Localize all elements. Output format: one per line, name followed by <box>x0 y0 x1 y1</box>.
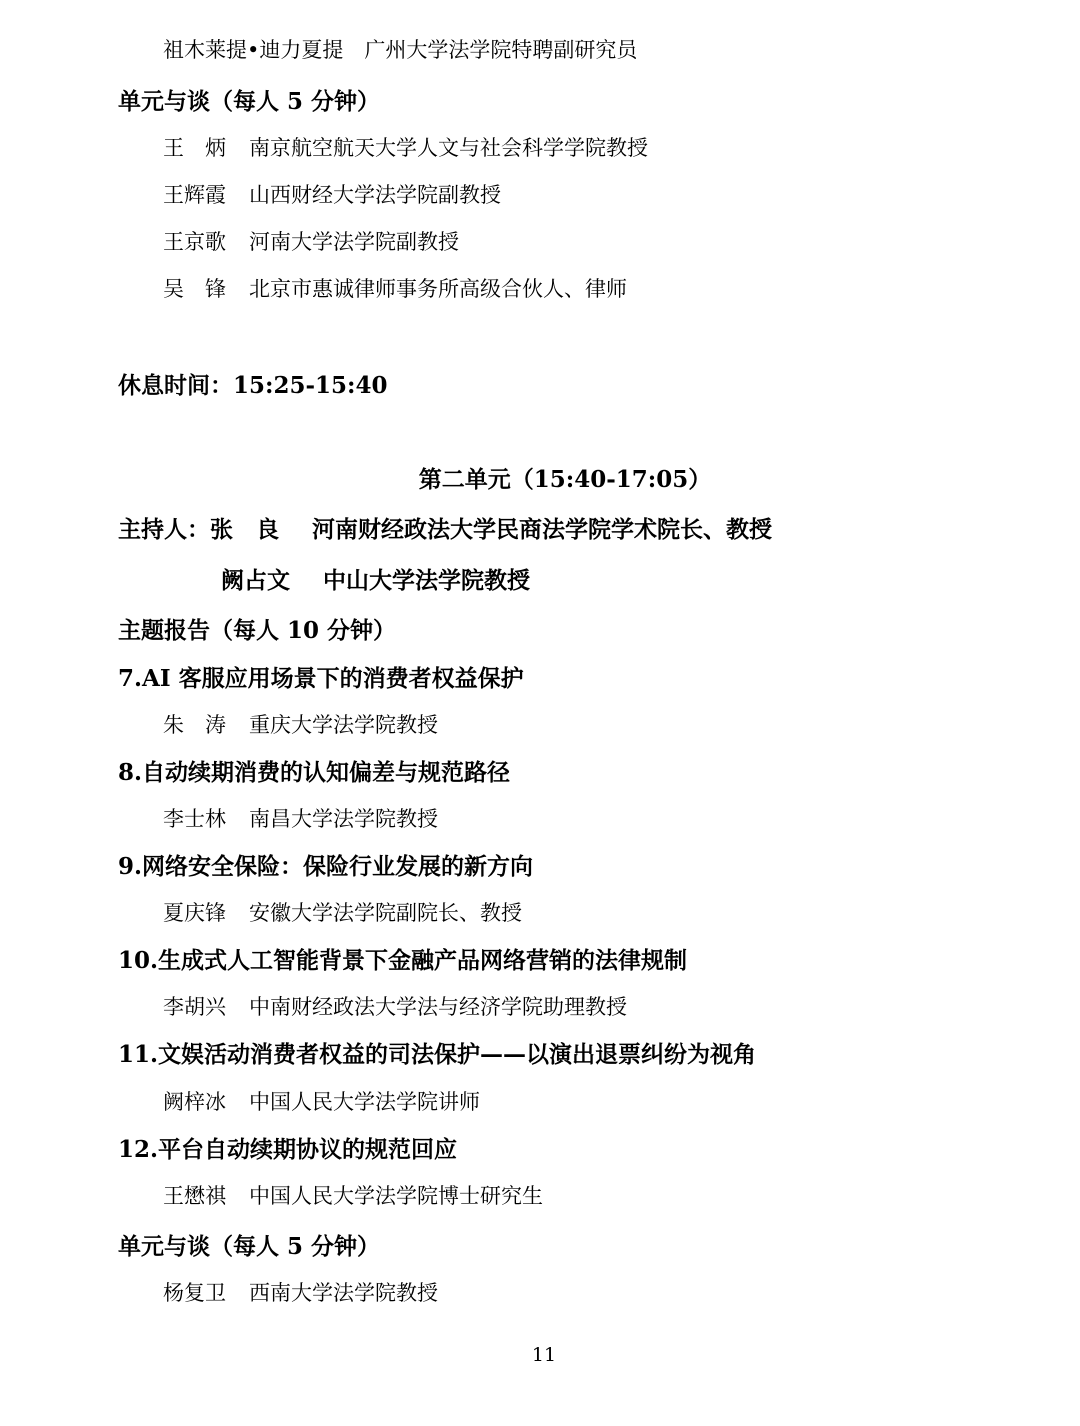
discussant-name: 王 炳 <box>163 136 226 160</box>
discussant-line <box>163 273 627 303</box>
host-line <box>118 511 772 544</box>
discussant-name: 吴 锋 <box>163 277 226 301</box>
speaker-line <box>163 1180 543 1210</box>
speaker-name: 朱 涛 <box>163 713 226 737</box>
host-line <box>221 562 530 595</box>
discussant-affiliation: 南京航空航天大学人文与社会科学学院教授 <box>249 136 648 160</box>
speaker-affiliation: 安徽大学法学院副院长、教授 <box>249 901 522 925</box>
speaker-name: 李胡兴 <box>163 995 226 1019</box>
talk-title: 9.网络安全保险：保险行业发展的新方向 <box>118 853 534 880</box>
host-name: 阙占文 <box>221 567 290 594</box>
talk-title: 12.平台自动续期协议的规范回应 <box>118 1136 458 1163</box>
talk-title: 8.自动续期消费的认知偏差与规范路径 <box>118 759 511 786</box>
discussant-name: 王辉霞 <box>163 183 226 207</box>
speaker-name: 李士林 <box>163 807 226 831</box>
speaker-line <box>163 34 637 64</box>
talk-title: 7.AI 客服应用场景下的消费者权益保护 <box>118 665 524 692</box>
discussant-line <box>163 1277 438 1307</box>
discussant-affiliation: 河南大学法学院副教授 <box>249 230 459 254</box>
discussant-name: 王京歌 <box>163 230 226 254</box>
host-name: 张 良 <box>210 516 279 543</box>
discussant-line <box>163 179 501 209</box>
speaker-line <box>163 1086 480 1116</box>
discussant-line <box>163 226 459 256</box>
speaker-affiliation: 中国人民大学法学院博士研究生 <box>249 1184 543 1208</box>
host-label: 主持人： <box>118 516 210 543</box>
discussant-affiliation: 山西财经大学法学院副教授 <box>249 183 501 207</box>
speaker-name: 阙梓冰 <box>163 1090 226 1114</box>
talk-title: 10.生成式人工智能背景下金融产品网络营销的法律规制 <box>118 947 688 974</box>
speaker-name: 夏庆锋 <box>163 901 226 925</box>
discussant-line <box>163 132 648 162</box>
speaker-affiliation: 南昌大学法学院教授 <box>249 807 438 831</box>
speaker-line <box>163 709 438 739</box>
discussant-affiliation: 西南大学法学院教授 <box>249 1281 438 1305</box>
speaker-affiliation: 重庆大学法学院教授 <box>249 713 438 737</box>
speaker-name: 祖木莱提•迪力夏提 <box>163 38 344 62</box>
speaker-line <box>163 991 627 1021</box>
talk-title: 11.文娱活动消费者权益的司法保护——以演出退票纠纷为视角 <box>118 1041 757 1068</box>
page-number: 11 <box>531 1344 557 1366</box>
speaker-affiliation: 中国人民大学法学院讲师 <box>249 1090 480 1114</box>
discussion-header: 单元与谈（每人 5 分钟） <box>118 88 381 115</box>
host-affiliation: 河南财经政法大学民商法学院学术院长、教授 <box>312 516 772 543</box>
discussant-affiliation: 北京市惠诚律师事务所高级合伙人、律师 <box>249 277 627 301</box>
speaker-name: 王懋祺 <box>163 1184 226 1208</box>
unit-title: 第二单元（15:40-17:05） <box>418 466 712 493</box>
speaker-line <box>163 897 522 927</box>
speaker-line <box>163 803 438 833</box>
speaker-affiliation: 中南财经政法大学法与经济学院助理教授 <box>249 995 627 1019</box>
discussion-header: 单元与谈（每人 5 分钟） <box>118 1233 381 1260</box>
discussant-name: 杨复卫 <box>163 1281 226 1305</box>
report-header: 主题报告（每人 10 分钟） <box>118 617 397 644</box>
break-time: 休息时间：15:25-15:40 <box>118 372 388 399</box>
host-affiliation: 中山大学法学院教授 <box>323 567 530 594</box>
speaker-affiliation: 广州大学法学院特聘副研究员 <box>364 38 638 62</box>
